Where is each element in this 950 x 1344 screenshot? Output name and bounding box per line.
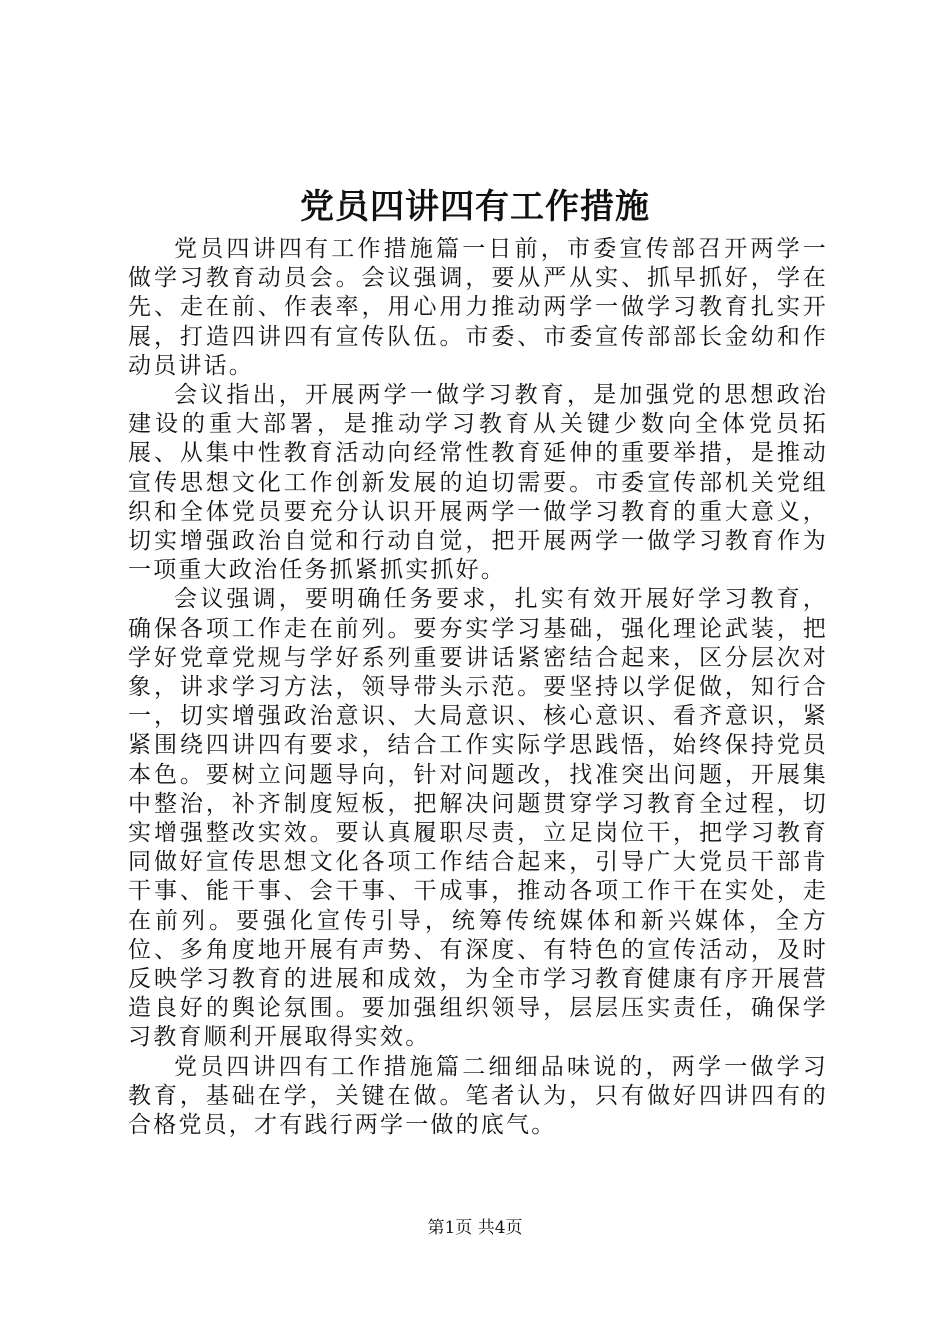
document-title: 党员四讲四有工作措施 (300, 187, 650, 227)
paragraph-2: 会议指出，开展两学一做学习教育，是加强党的思想政治建设的重大部署，是推动学习教育从关键少数向全体党员拓展、从集中性教育活动向经常性教育延伸的重要举措，是推动宣传思想文化工作创新发展的迫切需要。市委宣传部机关党组织和全体党员要充分认识开展两学一做学习教育的重大意义，切实增强政治自觉和行动自觉，把开展两学一做学习教育作为一项重大政治任务抓紧抓实抓好。 (128, 382, 828, 584)
paragraph-1: 党员四讲四有工作措施篇一日前，市委宣传部召开两学一做学习教育动员会。会议强调，要从严从实、抓早抓好，学在先、走在前、作表率，用心用力推动两学一做学习教育扎实开展，打造四讲四有宣传队伍。市委、市委宣传部部长金幼和作动员讲话。 (128, 236, 828, 379)
paragraph-4: 党员四讲四有工作措施篇二细细品味说的，两学一做学习教育，基础在学，关键在做。笔者认为，只有做好四讲四有的合格党员，才有践行两学一做的底气。 (128, 1053, 828, 1139)
paragraph-3: 会议强调，要明确任务要求，扎实有效开展好学习教育，确保各项工作走在前列。要夯实学习基础，强化理论武装，把学好党章党规与学好系列重要讲话紧密结合起来，区分层次对象，讲求学习方法，领导带头示范。要坚持以学促做，知行合一，切实增强政治意识、大局意识、核心意识、看齐意识，紧紧围绕四讲四有要求，结合工作实际学思践悟，始终保持党员本色。要树立问题导向，针对问题改，找准突出问题，开展集中整治，补齐制度短板，把解决问题贯穿学习教育全过程，切实增强整改实效。要认真履职尽责，立足岗位干，把学习教育同做好宣传思想文化各项工作结合起来，引导广大党员干部肯干事、能干事、会干事、干成事，推动各项工作干在实处，走在前列。要强化宣传引导，统筹传统媒体和新兴媒体，全方位、多角度地开展有声势、有深度、有特色的宣传活动，及时反映学习教育的进展和成效，为全市学习教育健康有序开展营造良好的舆论氛围。要加强组织领导，层层压实责任，确保学习教育顺利开展取得实效。 (128, 586, 828, 1051)
page-footer: 第1页 共4页 (427, 1218, 523, 1238)
document-body (128, 235, 828, 1140)
